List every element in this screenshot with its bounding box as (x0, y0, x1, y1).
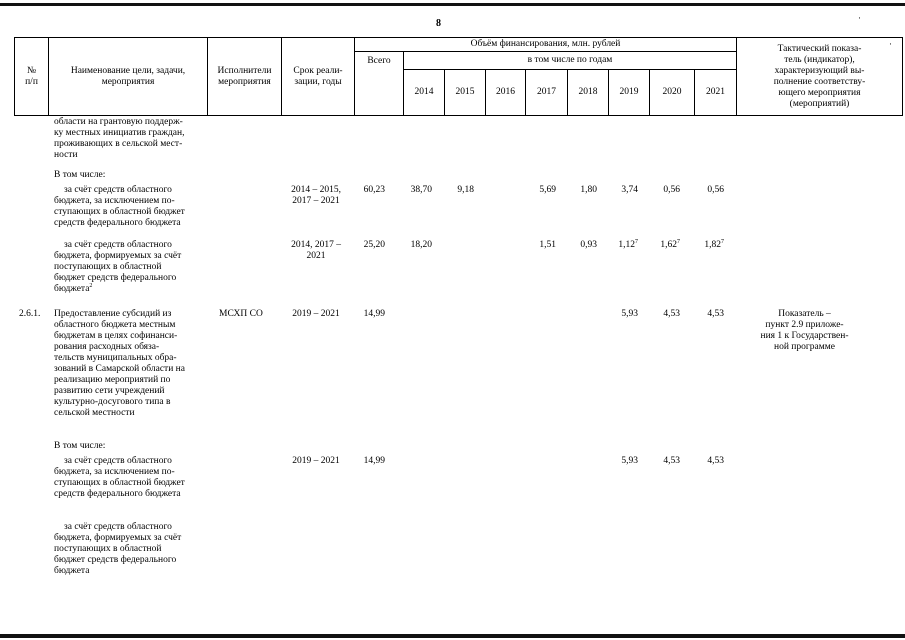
bottom-rule (0, 634, 905, 638)
row-a-2020: 0,56 (663, 185, 680, 195)
row-d-name: за счёт средств областного бюджета, формируемых за счёт поступающих в областной бюджет средств федерального бюджета (54, 522, 182, 576)
row-261-2019: 5,93 (621, 309, 638, 319)
row-a-2015: 9,18 (457, 185, 474, 195)
header-year: 2015 (455, 87, 475, 97)
row-a-2021: 0,56 (707, 185, 724, 195)
header-indicator: Тактический показа- тель (индикатор), характеризующий вы- полнение соответству- ющего мероприятия (мероприятий) (773, 43, 866, 109)
row-b-2017: 1,51 (539, 240, 556, 250)
row-a-2018: 1,80 (580, 185, 597, 195)
scan-dot: · (858, 13, 861, 23)
table-header (14, 37, 903, 116)
row-a-total: 60,23 (363, 185, 385, 195)
row-c-2019: 5,93 (621, 456, 638, 466)
header-funding: Объём финансирования, млн. рублей (470, 39, 621, 49)
header-year: 2018 (578, 87, 598, 97)
header-total: Всего (367, 55, 391, 66)
row-a-name: за счёт средств областного бюджета, за исключением по- ступающих в областной бюджет средств федерального бюджета (54, 185, 185, 228)
row-b-total: 25,20 (363, 240, 385, 250)
row-a-2014: 38,70 (410, 185, 432, 195)
including-label: В том числе: (54, 170, 106, 180)
row-261-total: 14,99 (363, 309, 385, 319)
header-year: 2014 (414, 87, 434, 97)
row-c-name: за счёт средств областного бюджета, за исключением по- ступающих в областной бюджет средств федерального бюджета (54, 456, 185, 499)
header-year: 2021 (706, 87, 725, 97)
row-261-num: 2.6.1. (19, 309, 41, 319)
row-b-2020: 1,62$^7$ (660, 238, 680, 250)
row-261-exec: МСХП СО (219, 309, 263, 319)
header-year: 2017 (537, 87, 556, 97)
row-261-2021: 4,53 (707, 309, 724, 319)
row-a-2019: 3,74 (621, 185, 638, 195)
row-b-2014: 18,20 (410, 240, 432, 250)
row-b-name: за счёт средств областного бюджета, формируемых за счёт поступающих в областной бюджет средств федерального бюджета$^2$ (54, 240, 182, 294)
page-number: 8 (436, 18, 441, 29)
row-261-2020: 4,53 (663, 309, 680, 319)
header-by-years: в том числе по годам (527, 55, 613, 65)
row-b-2018: 0,93 (580, 240, 597, 250)
row-b-2019: 1,12$^7$ (618, 238, 638, 250)
row-a-2017: 5,69 (539, 185, 556, 195)
header-year: 2016 (496, 87, 515, 97)
row-a-term: 2014 – 2015, 2017 – 2021 (291, 185, 341, 206)
row-b-term: 2014, 2017 – 2021 (291, 240, 341, 261)
header-term: Срок реали- зации, годы (293, 65, 343, 87)
row-261-name: Предоставление субсидий из областного бюджета местным бюджетам в целях софинанси- рования расходных обяза- тельств муниципальных обра- зований в Самарской области на реализацию мероприятий по развитию сети учреждений культурно-досугового типа в сельской местности (54, 309, 185, 418)
row-c-total: 14,99 (363, 456, 385, 466)
row-c-term: 2019 – 2021 (292, 456, 340, 466)
top-rule (0, 3, 905, 6)
header-num: № п/п (25, 65, 38, 87)
header-executors: Исполнители мероприятия (217, 65, 272, 87)
scan-dot: · (889, 39, 892, 49)
row-c-2021: 4,53 (707, 456, 724, 466)
header-year: 2019 (619, 87, 639, 97)
row-b-2021: 1,82$^7$ (704, 238, 724, 250)
header-name: Наименование цели, задачи, мероприятия (70, 65, 186, 87)
row-261-term: 2019 – 2021 (292, 309, 340, 319)
including-label: В том числе: (54, 441, 106, 451)
row-261-indicator: Показатель – пункт 2.9 приложе- ния 1 к Государствен- ной программе (760, 309, 849, 352)
header-year: 2020 (662, 87, 682, 97)
row-c-2020: 4,53 (663, 456, 680, 466)
continued-text: области на грантовую поддерж- ку местных инициатив граждан, проживающих в сельской мест- ности (54, 117, 185, 160)
